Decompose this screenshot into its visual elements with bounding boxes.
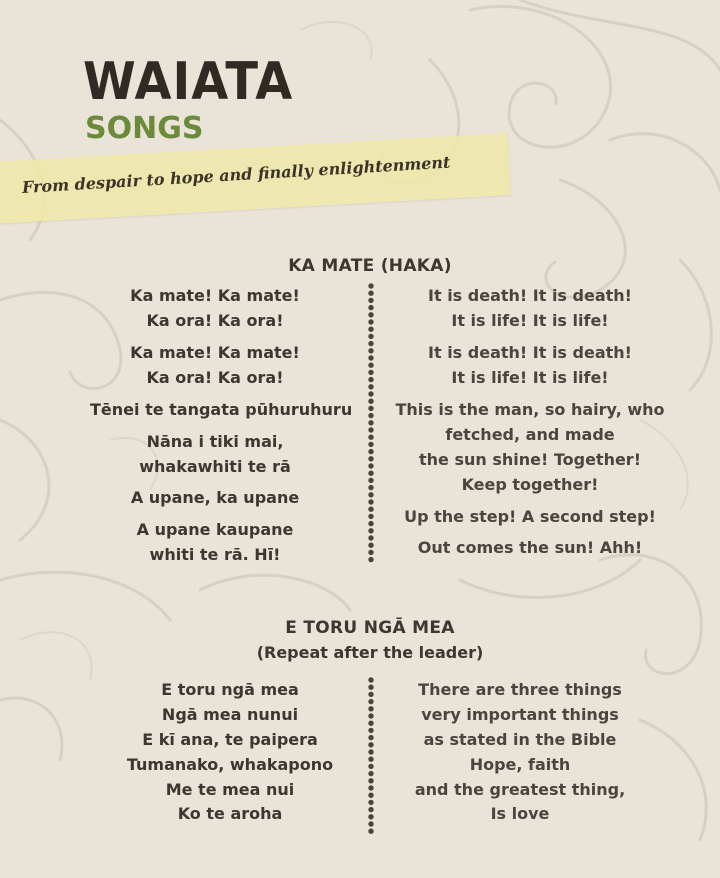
divider-dot bbox=[368, 312, 373, 317]
divider-dot bbox=[368, 305, 373, 310]
lyric-line: the sun shine! Together! bbox=[418, 450, 641, 469]
lyric-line: Ka ora! Ka ora! bbox=[146, 368, 284, 387]
lyric-line: Me te mea nui bbox=[165, 780, 295, 799]
divider-dot bbox=[368, 550, 373, 555]
divider-dot bbox=[368, 713, 373, 718]
divider-dot bbox=[368, 528, 373, 533]
divider-dot bbox=[368, 807, 373, 812]
lyric-line: whiti te rā. Hī! bbox=[149, 545, 281, 564]
divider-dot bbox=[368, 384, 373, 389]
divider-dot bbox=[368, 685, 373, 690]
divider-dot bbox=[368, 478, 373, 483]
divider-dot bbox=[368, 363, 373, 368]
divider-dot bbox=[368, 721, 373, 726]
divider-dot bbox=[368, 456, 373, 461]
lyric-line: This is the man, so hairy, who bbox=[395, 400, 665, 419]
lyric-line: Tumanako, whakapono bbox=[126, 755, 334, 774]
lyric-line: Ngā mea nunui bbox=[161, 705, 299, 724]
song-heading: E TORU NGĀ MEA bbox=[285, 618, 455, 638]
divider-dot bbox=[368, 442, 373, 447]
divider-dot bbox=[368, 757, 373, 762]
divider-dot bbox=[368, 319, 373, 324]
lyric-line: It is life! It is life! bbox=[451, 368, 609, 387]
divider-dot bbox=[368, 785, 373, 790]
divider-dot bbox=[368, 535, 373, 540]
lyric-line: Out comes the sun! Ahh! bbox=[417, 538, 643, 557]
tagline: From despair to hope and finally enlightenment bbox=[21, 152, 451, 197]
lyric-line: Ka mate! Ka mate! bbox=[130, 343, 300, 362]
divider-dot bbox=[368, 449, 373, 454]
divider-dot bbox=[368, 735, 373, 740]
divider-dot bbox=[368, 413, 373, 418]
divider-dot bbox=[368, 764, 373, 769]
divider-dot bbox=[368, 692, 373, 697]
divider-dot bbox=[368, 471, 373, 476]
divider-dot bbox=[368, 771, 373, 776]
divider-dot bbox=[368, 406, 373, 411]
lyric-line: Nāna i tiki mai, bbox=[146, 432, 284, 451]
divider-dot bbox=[368, 298, 373, 303]
divider-dot bbox=[368, 420, 373, 425]
divider-dot bbox=[368, 557, 373, 562]
divider-dot bbox=[368, 829, 373, 834]
song-note: (Repeat after the leader) bbox=[256, 643, 484, 662]
lyric-line: Tēnei te tangata pūhuruhuru bbox=[90, 400, 353, 419]
lyric-line: as stated in the Bible bbox=[423, 730, 617, 749]
divider-dot bbox=[368, 514, 373, 519]
lyric-line: E toru ngā mea bbox=[161, 680, 299, 699]
divider-dot bbox=[368, 814, 373, 819]
lyric-line: very important things bbox=[421, 705, 619, 724]
lyric-line: E kī ana, te paipera bbox=[142, 730, 318, 749]
lyric-line: whakawhiti te rā bbox=[139, 457, 291, 476]
lyric-line: Up the step! A second step! bbox=[404, 507, 656, 526]
divider-dot bbox=[368, 327, 373, 332]
divider-dot bbox=[368, 778, 373, 783]
lyric-line: Is love bbox=[490, 804, 550, 823]
divider-dot bbox=[368, 341, 373, 346]
lyric-line: A upane, ka upane bbox=[130, 488, 300, 507]
lyric-line: Ka mate! Ka mate! bbox=[130, 286, 300, 305]
divider-dot bbox=[368, 463, 373, 468]
divider-dot bbox=[368, 749, 373, 754]
lyric-line: Ka ora! Ka ora! bbox=[146, 311, 284, 330]
divider-dot bbox=[368, 800, 373, 805]
divider-dot bbox=[368, 377, 373, 382]
divider-dot bbox=[368, 793, 373, 798]
lyric-line: Keep together! bbox=[461, 475, 599, 494]
page-subtitle: SONGS bbox=[85, 111, 204, 146]
lyric-line: Ko te aroha bbox=[177, 804, 283, 823]
divider-dot bbox=[368, 728, 373, 733]
lyric-line: A upane kaupane bbox=[136, 520, 294, 539]
dotted-divider bbox=[366, 676, 376, 834]
lyric-line: Hope, faith bbox=[469, 755, 571, 774]
divider-dot bbox=[368, 427, 373, 432]
lyric-line: and the greatest thing, bbox=[414, 780, 626, 799]
divider-dot bbox=[368, 706, 373, 711]
divider-dot bbox=[368, 492, 373, 497]
lyric-line: There are three things bbox=[418, 680, 622, 699]
divider-dot bbox=[368, 543, 373, 548]
song-heading: KA MATE (HAKA) bbox=[288, 256, 452, 276]
lyric-line: It is life! It is life! bbox=[451, 311, 609, 330]
lyric-line: It is death! It is death! bbox=[428, 343, 632, 362]
divider-dot bbox=[368, 499, 373, 504]
dotted-divider bbox=[366, 282, 376, 566]
divider-dot bbox=[368, 699, 373, 704]
divider-dot bbox=[368, 391, 373, 396]
divider-dot bbox=[368, 821, 373, 826]
page-title: WAIATA bbox=[83, 52, 294, 112]
divider-dot bbox=[368, 370, 373, 375]
divider-dot bbox=[368, 283, 373, 288]
divider-dot bbox=[368, 399, 373, 404]
divider-dot bbox=[368, 485, 373, 490]
divider-dot bbox=[368, 677, 373, 682]
divider-dot bbox=[368, 355, 373, 360]
divider-dot bbox=[368, 435, 373, 440]
lyric-line: fetched, and made bbox=[445, 425, 615, 444]
divider-dot bbox=[368, 291, 373, 296]
divider-dot bbox=[368, 521, 373, 526]
lyric-line: It is death! It is death! bbox=[428, 286, 632, 305]
divider-dot bbox=[368, 507, 373, 512]
divider-dot bbox=[368, 348, 373, 353]
divider-dot bbox=[368, 334, 373, 339]
divider-dot bbox=[368, 742, 373, 747]
